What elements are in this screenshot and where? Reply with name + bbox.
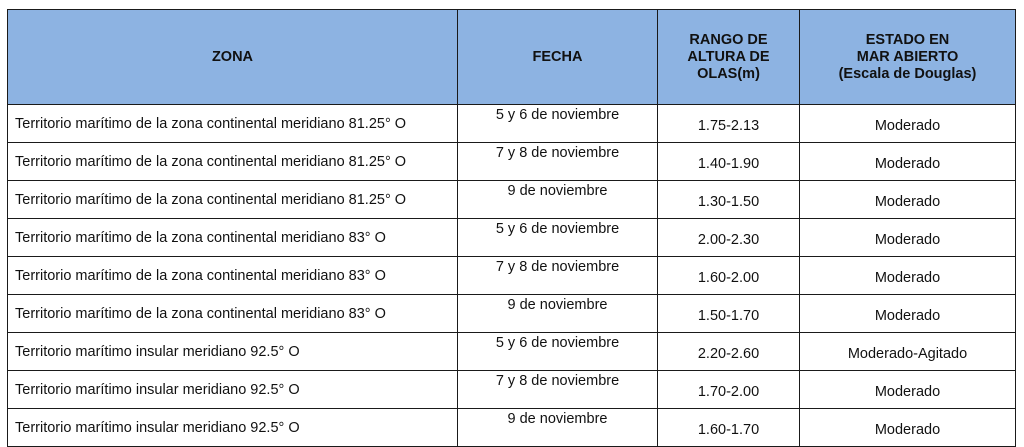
cell-zona: Territorio marítimo de la zona continental meridiano 83° O (8, 219, 458, 257)
table-row (8, 257, 1016, 295)
header-rango-line-2: ALTURA DE (687, 48, 770, 65)
cell-fecha: 5 y 6 de noviembre (458, 333, 658, 371)
header-estado-line-1: ESTADO EN (865, 31, 950, 48)
cell-fecha: 5 y 6 de noviembre (458, 219, 658, 257)
cell-rango: 1.50-1.70 (658, 295, 800, 333)
cell-fecha: 9 de noviembre (458, 295, 658, 333)
cell-zona: Territorio marítimo de la zona continental meridiano 83° O (8, 295, 458, 333)
cell-estado: Moderado (800, 181, 1016, 219)
header-zona-line: ZONA (211, 48, 254, 65)
header-estado-line-2: MAR ABIERTO (856, 48, 959, 65)
table-row (8, 105, 1016, 143)
header-row (8, 10, 1016, 105)
cell-estado: Moderado (800, 257, 1016, 295)
cell-zona: Territorio marítimo de la zona continental meridiano 81.25° O (8, 105, 458, 143)
table-row (8, 371, 1016, 409)
table-row (8, 295, 1016, 333)
cell-rango: 1.60-2.00 (658, 257, 800, 295)
cell-estado: Moderado (800, 409, 1016, 447)
header-estado (800, 10, 1016, 105)
cell-rango: 1.30-1.50 (658, 181, 800, 219)
header-estado-line-3: (Escala de Douglas) (838, 65, 977, 82)
table-row (8, 181, 1016, 219)
cell-fecha: 7 y 8 de noviembre (458, 257, 658, 295)
cell-zona: Territorio marítimo insular meridiano 92.5° O (8, 333, 458, 371)
cell-zona: Territorio marítimo de la zona continental meridiano 81.25° O (8, 143, 458, 181)
cell-zona: Territorio marítimo insular meridiano 92.5° O (8, 409, 458, 447)
wave-forecast-table (7, 9, 1016, 447)
cell-rango: 2.00-2.30 (658, 219, 800, 257)
cell-estado: Moderado (800, 295, 1016, 333)
cell-rango: 1.70-2.00 (658, 371, 800, 409)
header-fecha (458, 10, 658, 105)
cell-fecha: 7 y 8 de noviembre (458, 143, 658, 181)
table-body (8, 105, 1016, 447)
cell-rango: 1.75-2.13 (658, 105, 800, 143)
cell-zona: Territorio marítimo de la zona continental meridiano 81.25° O (8, 181, 458, 219)
header-zona (8, 10, 458, 105)
header-rango-line-1: RANGO DE (689, 31, 768, 48)
cell-fecha: 9 de noviembre (458, 181, 658, 219)
cell-estado: Moderado (800, 371, 1016, 409)
header-fecha-line: FECHA (532, 48, 583, 65)
cell-rango: 1.40-1.90 (658, 143, 800, 181)
header-rango (658, 10, 800, 105)
cell-zona: Territorio marítimo de la zona continental meridiano 83° O (8, 257, 458, 295)
cell-estado: Moderado (800, 219, 1016, 257)
cell-zona: Territorio marítimo insular meridiano 92.5° O (8, 371, 458, 409)
table-row (8, 219, 1016, 257)
cell-fecha: 9 de noviembre (458, 409, 658, 447)
header-rango-line-3: OLAS(m) (697, 65, 760, 82)
cell-rango: 2.20-2.60 (658, 333, 800, 371)
table-row (8, 143, 1016, 181)
table-row (8, 409, 1016, 447)
table-row (8, 333, 1016, 371)
cell-estado: Moderado (800, 143, 1016, 181)
cell-estado: Moderado-Agitado (800, 333, 1016, 371)
cell-rango: 1.60-1.70 (658, 409, 800, 447)
cell-fecha: 7 y 8 de noviembre (458, 371, 658, 409)
cell-estado: Moderado (800, 105, 1016, 143)
cell-fecha: 5 y 6 de noviembre (458, 105, 658, 143)
